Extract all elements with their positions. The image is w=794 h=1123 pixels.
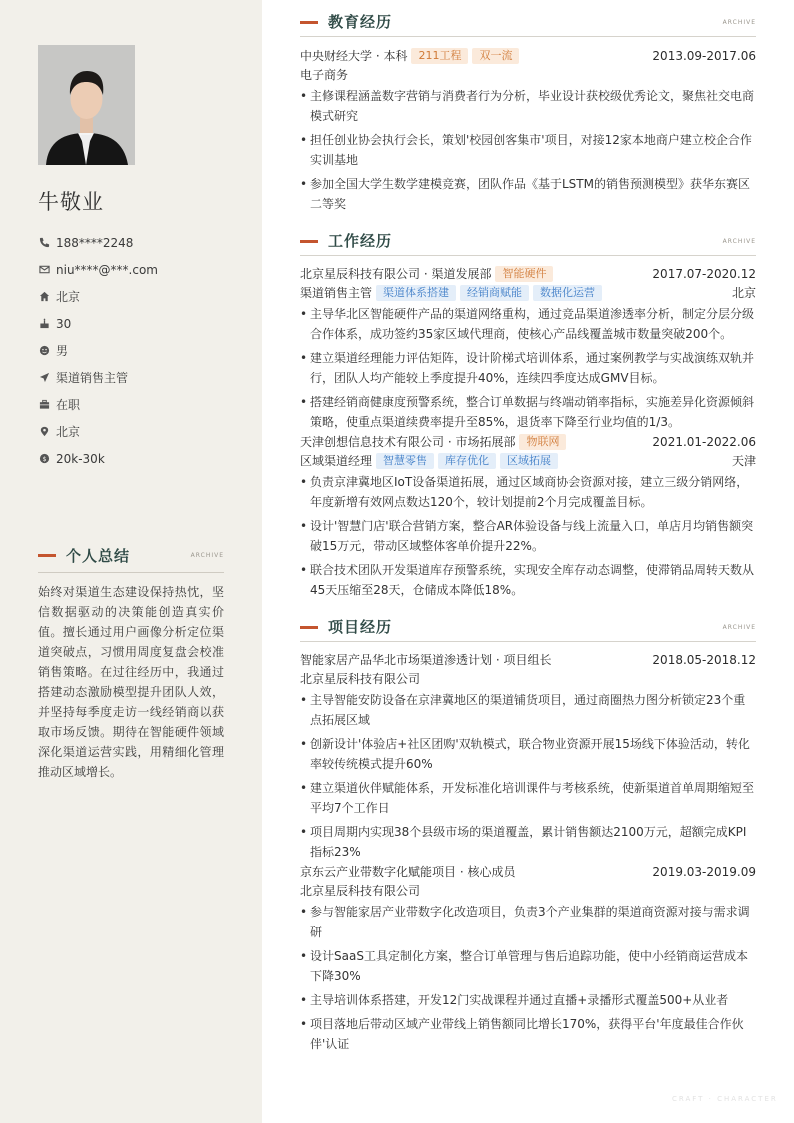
- project-date: 2018.05-2018.12: [652, 652, 756, 667]
- info-age: [38, 310, 158, 337]
- position-text: 渠道销售主管: [56, 371, 129, 385]
- sidebar: [0, 0, 262, 1123]
- skill-badge: 数据化运营: [533, 285, 602, 301]
- list-item: • 担任创业协会执行会长，策划'校园创客集市'项目，对接12家本地商户建立校企合作实训基地: [300, 130, 756, 170]
- list-item: • 参与智能家居产业带数字化改造项目，负责3个产业集群的渠道商资源对接与需求调研: [300, 902, 756, 942]
- education-archive-tag: ARCHIVE: [722, 19, 756, 26]
- school-badge: 211工程: [411, 48, 468, 64]
- salary-icon: [38, 453, 50, 465]
- project-entry-row: [300, 862, 756, 881]
- info-location: [38, 418, 158, 445]
- work-entry: [300, 264, 756, 432]
- list-item: • 项目周期内实现38个县级市场的渠道覆盖，累计销售额达2100万元，超额完成KPI指标23%: [300, 822, 756, 862]
- send-icon: [38, 372, 50, 384]
- school-name: 中央财经大学 · 本科: [300, 49, 408, 63]
- projects-title: 项目经历: [328, 618, 393, 636]
- list-item: • 设计SaaS工具定制化方案，整合订单管理与售后追踪功能，使中小经销商运营成本下降30%: [300, 946, 756, 986]
- location-text: 北京: [56, 425, 81, 439]
- education-header: [300, 7, 756, 37]
- skill-badge: 渠道体系搭建: [376, 285, 456, 301]
- section-accent-bar: [300, 240, 318, 243]
- project-entry-row: [300, 650, 756, 669]
- work-position-row: [300, 451, 756, 470]
- hometown-text: 北京: [56, 290, 81, 304]
- list-item: • 项目落地后带动区域产业带线上销售额同比增长170%，获得平台'年度最佳合作伙伴'认证: [300, 1014, 756, 1054]
- work-bullets: [300, 304, 756, 432]
- phone-text: 188****2248: [56, 235, 134, 250]
- work-header: [300, 226, 756, 256]
- work-entry-row: [300, 264, 756, 283]
- info-salary: [38, 445, 158, 472]
- info-email: [38, 256, 158, 283]
- position-name: 区域渠道经理: [300, 454, 373, 468]
- education-title: 教育经历: [328, 13, 393, 31]
- briefcase-icon: [38, 399, 50, 411]
- list-item: • 搭建经销商健康度预警系统，整合订单数据与终端动销率指标，实施差异化资源倾斜策略，使重点渠道续费率提升至85%，退货率下降至行业均值的1/3。: [300, 392, 756, 432]
- person-icon: [38, 45, 135, 165]
- education-major-row: [300, 65, 756, 84]
- work-bullets: [300, 472, 756, 600]
- project-name: 智能家居产品华北市场渠道渗透计划 · 项目组长: [300, 653, 552, 667]
- work-date: 2021.01-2022.06: [652, 434, 756, 449]
- gender-icon: [38, 345, 50, 357]
- watermark: CRAFT · CHARACTER: [672, 1095, 778, 1103]
- project-org-row: [300, 669, 756, 688]
- summary-archive-tag: ARCHIVE: [190, 552, 224, 559]
- work-city: 天津: [731, 454, 756, 468]
- email-text: niu****@***.com: [56, 262, 158, 277]
- work-entry: [300, 432, 756, 600]
- summary-title: 个人总结: [66, 547, 131, 565]
- projects-section: [300, 612, 756, 1054]
- svg-text:$: $: [41, 454, 47, 463]
- home-icon: [38, 291, 50, 303]
- project-name: 京东云产业带数字化赋能项目 · 核心成员: [300, 865, 516, 879]
- skill-badge: 经销商赋能: [460, 285, 529, 301]
- list-item: • 建立渠道伙伴赋能体系，开发标准化培训课件与考核系统，使新渠道首单周期缩短至平均7个工作日: [300, 778, 756, 818]
- major-name: 电子商务: [300, 68, 349, 82]
- work-entry-row: [300, 432, 756, 451]
- skill-badge: 库存优化: [438, 453, 496, 469]
- salary-text: 20k-30k: [56, 451, 105, 466]
- project-bullets: [300, 690, 756, 862]
- age-text: 30: [56, 316, 72, 331]
- work-section: [300, 226, 756, 600]
- list-item: • 创新设计'体验店+社区团购'双轨模式，联合物业资源开展15场线下体验活动，转化率较传统模式提升60%: [300, 734, 756, 774]
- school-badge: 双一流: [472, 48, 519, 64]
- info-phone: [38, 229, 158, 256]
- list-item: • 设计'智慧门店'联合营销方案，整合AR体验设备与线上流量入口，单店月均销售额突破15万元，带动区域整体客单价提升22%。: [300, 516, 756, 556]
- phone-icon: [38, 237, 50, 249]
- company-name: 天津创想信息技术有限公司 · 市场拓展部: [300, 435, 516, 449]
- gender-text: 男: [56, 344, 69, 358]
- info-hometown: [38, 283, 158, 310]
- location-icon: [38, 426, 50, 438]
- list-item: • 联合技术团队开发渠道库存预警系统，实现安全库存动态调整，使滞销品周转天数从45天压缩至28天，仓储成本降低18%。: [300, 560, 756, 600]
- work-date: 2017.07-2020.12: [652, 266, 756, 281]
- list-item: • 主导华北区智能硬件产品的渠道网络重构，通过竞品渠道渗透率分析，制定分层分级合作体系，成功签约35家区域代理商，使核心产品线覆盖城市数量突破200个。: [300, 304, 756, 344]
- list-item: • 参加全国大学生数学建模竞赛，团队作品《基于LSTM的销售预测模型》获华东赛区二等奖: [300, 174, 756, 214]
- candidate-name: 牛敬业: [38, 190, 104, 214]
- section-accent-bar: [300, 21, 318, 24]
- list-item: • 建立渠道经理能力评估矩阵，设计阶梯式培训体系，通过案例教学与实战演练双轨并行，团队人均产能较上季度提升40%，连续四季度达成GMV目标。: [300, 348, 756, 388]
- projects-archive-tag: ARCHIVE: [722, 624, 756, 631]
- project-org: 北京星辰科技有限公司: [300, 672, 421, 686]
- project-entry: [300, 862, 756, 1054]
- education-date: 2013.09-2017.06: [652, 48, 756, 63]
- education-section: [300, 7, 756, 214]
- industry-badge: 物联网: [519, 434, 566, 450]
- work-position-row: [300, 283, 756, 302]
- project-bullets: [300, 902, 756, 1054]
- status-text: 在职: [56, 398, 81, 412]
- section-accent-bar: [38, 554, 56, 557]
- work-title: 工作经历: [328, 232, 393, 250]
- project-org: 北京星辰科技有限公司: [300, 884, 421, 898]
- profile-photo: [38, 45, 135, 165]
- section-accent-bar: [300, 626, 318, 629]
- summary-text: 始终对渠道生态建设保持热忱，坚信数据驱动的决策能创造真实价值。擅长通过用户画像分析定位渠道突破点，习惯用周度复盘会校准销售策略。在过往经历中，我通过搭建动态激励模型提升团队人效，并坚持每季度走访一线经销商以获取市场反馈。期待在智能硬件领域深化渠道运营实践，用精细化管理推动区域增长。: [38, 585, 224, 779]
- project-date: 2019.03-2019.09: [652, 864, 756, 879]
- info-position: [38, 364, 158, 391]
- projects-header: [300, 612, 756, 642]
- info-gender: [38, 337, 158, 364]
- company-name: 北京星辰科技有限公司 · 渠道发展部: [300, 267, 492, 281]
- work-city: 北京: [731, 286, 756, 300]
- skill-badge: 智慧零售: [376, 453, 434, 469]
- info-status: [38, 391, 158, 418]
- cake-icon: [38, 318, 50, 330]
- industry-badge: 智能硬件: [495, 266, 553, 282]
- list-item: • 主导培训体系搭建，开发12门实战课程并通过直播+录播形式覆盖500+从业者: [300, 990, 756, 1010]
- work-archive-tag: ARCHIVE: [722, 238, 756, 245]
- education-entry-row: [300, 46, 756, 65]
- mail-icon: [38, 264, 50, 276]
- list-item: • 主导智能安防设备在京津冀地区的渠道铺货项目，通过商圈热力图分析锁定23个重点拓展区域: [300, 690, 756, 730]
- education-bullets: [300, 86, 756, 214]
- project-entry: [300, 650, 756, 862]
- list-item: • 负责京津冀地区IoT设备渠道拓展，通过区域商协会资源对接，建立三级分销网络，年度新增有效网点数达120个，较计划提前2个月完成覆盖目标。: [300, 472, 756, 512]
- project-org-row: [300, 881, 756, 900]
- contact-info-list: [38, 229, 158, 472]
- list-item: • 主修课程涵盖数字营销与消费者行为分析，毕业设计获校级优秀论文，聚焦社交电商模式研究: [300, 86, 756, 126]
- skill-badge: 区域拓展: [500, 453, 558, 469]
- position-name: 渠道销售主管: [300, 286, 373, 300]
- summary-section-header: [38, 545, 224, 573]
